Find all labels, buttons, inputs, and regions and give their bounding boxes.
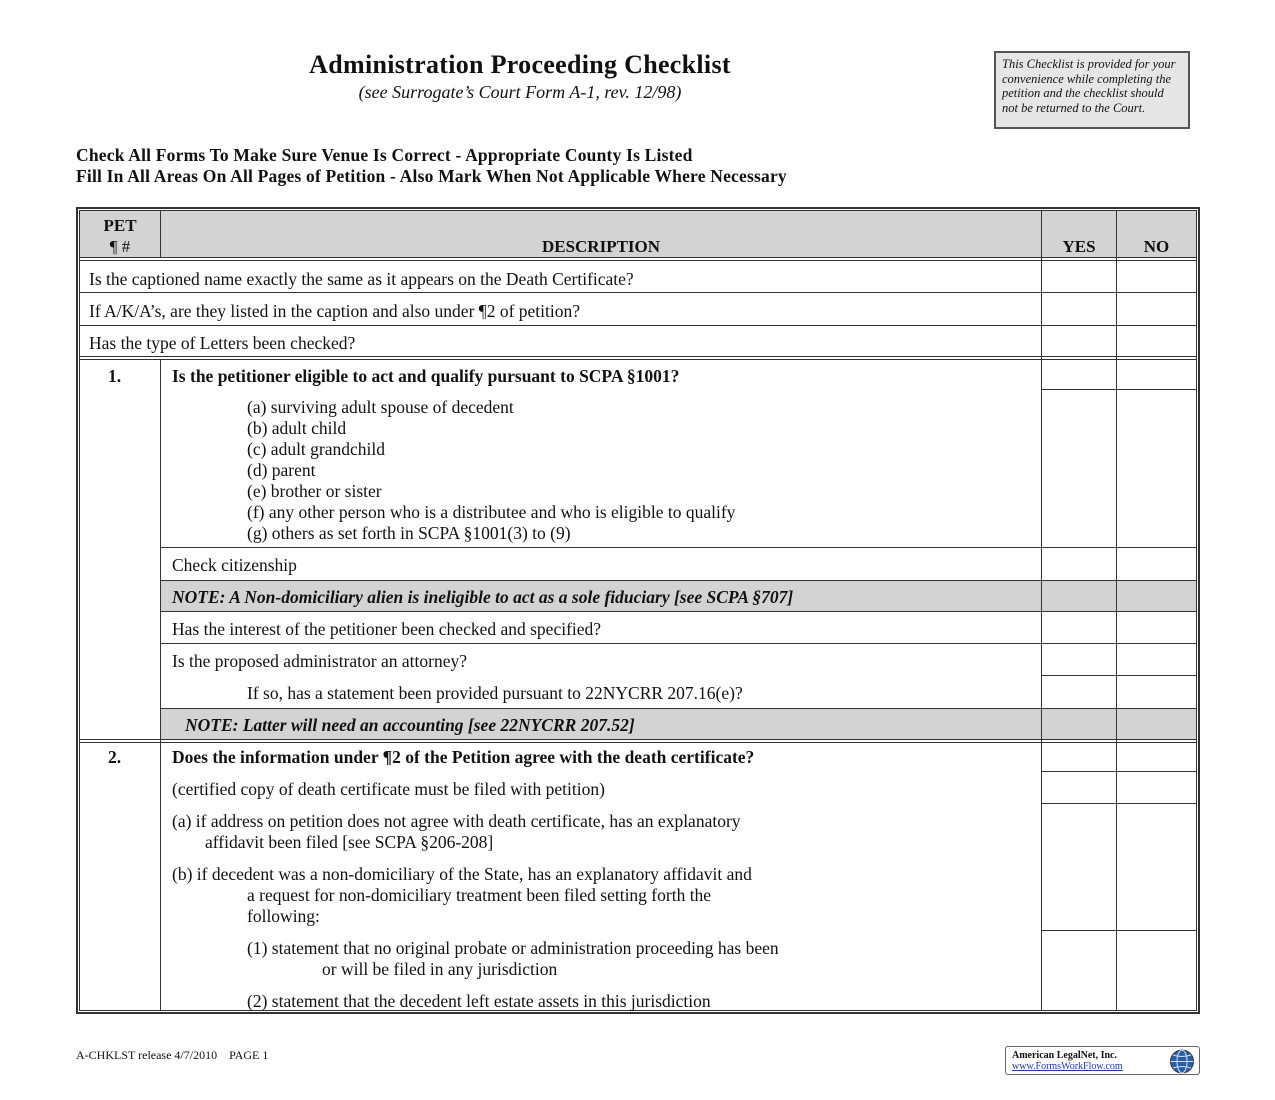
convenience-notice: This Checklist is provided for your convenience while completing the petition and the checklist should not be returned to the Court. [994,51,1190,129]
row-aka-listed: If A/K/A’s, are they listed in the caption and also under ¶2 of petition? [89,301,581,321]
row-non-domiciliary-cont2: following: [247,906,320,926]
row-non-domiciliary: (b) if decedent was a non-domiciliary of the State, has an explanatory affidavit and [172,864,752,884]
row-certified-copy: (certified copy of death certificate must be filed with petition) [172,779,605,799]
option-a: (a) surviving adult spouse of decedent [247,397,514,417]
instruction-fill-in: Fill In All Areas On All Pages of Petition - Also Mark When Not Applicable Where Necessary [76,166,787,186]
row-statement-1-cont: or will be filed in any jurisdiction [322,959,558,979]
row-address-mismatch-cont: affidavit been filed [see SCPA §206-208] [205,832,494,852]
page-title: Administration Proceeding Checklist [309,50,731,79]
option-c: (c) adult grandchild [247,439,386,459]
column-header-pet: PET [103,216,137,235]
publisher-badge[interactable] [1005,1046,1200,1075]
option-d: (d) parent [247,460,316,480]
footer-release [76,1048,268,1063]
section-number-2: 2. [108,747,122,767]
instruction-venue: Check All Forms To Make Sure Venue Is Correct - Appropriate County Is Listed [76,145,693,165]
option-f: (f) any other person who is a distributee and who is eligible to qualify [247,502,736,522]
column-header-description: DESCRIPTION [541,237,661,256]
column-header-yes: YES [1062,237,1096,256]
note-non-domiciliary-alien: NOTE: A Non-domiciliary alien is ineligible to act as a sole fiduciary [see SCPA §707] [172,587,794,607]
row-administrator-attorney: Is the proposed administrator an attorney? [172,651,467,671]
section1-question: Is the petitioner eligible to act and qualify pursuant to SCPA §1001? [172,366,680,386]
section-number-1: 1. [108,366,122,386]
row-citizenship: Check citizenship [172,555,297,575]
row-attorney-statement: If so, has a statement been provided pursuant to 22NYCRR 207.16(e)? [247,683,743,703]
page-subtitle: (see Surrogate’s Court Form A-1, rev. 12/98) [358,82,682,102]
row-petitioner-interest: Has the interest of the petitioner been checked and specified? [172,619,602,639]
row-captioned-name: Is the captioned name exactly the same as it appears on the Death Certificate? [89,269,634,289]
globe-icon [1168,1048,1196,1075]
option-g: (g) others as set forth in SCPA §1001(3) to (9) [247,523,571,543]
column-header-paragraph: ¶ # [109,237,131,256]
option-b: (b) adult child [247,418,347,438]
section2-question: Does the information under ¶2 of the Petition agree with the death certificate? [172,747,755,767]
row-non-domiciliary-cont: a request for non-domiciliary treatment been filed setting forth the [247,885,712,905]
release-text: A-CHKLST release 4/7/2010 [76,1048,218,1062]
row-statement-2: (2) statement that the decedent left estate assets in this jurisdiction [247,991,711,1011]
option-e: (e) brother or sister [247,481,382,501]
row-statement-1: (1) statement that no original probate or administration proceeding has been [247,938,779,958]
publisher-name: American LegalNet, Inc. [1012,1050,1117,1061]
row-letters-type: Has the type of Letters been checked? [89,333,356,353]
note-accounting: NOTE: Latter will need an accounting [see 22NYCRR 207.52] [185,715,635,735]
page-number: PAGE 1 [229,1048,269,1062]
column-header-no: NO [1143,237,1170,256]
publisher-link[interactable]: www.FormsWorkFlow.com [1012,1061,1123,1072]
row-address-mismatch: (a) if address on petition does not agree with death certificate, has an explanatory [172,811,741,831]
